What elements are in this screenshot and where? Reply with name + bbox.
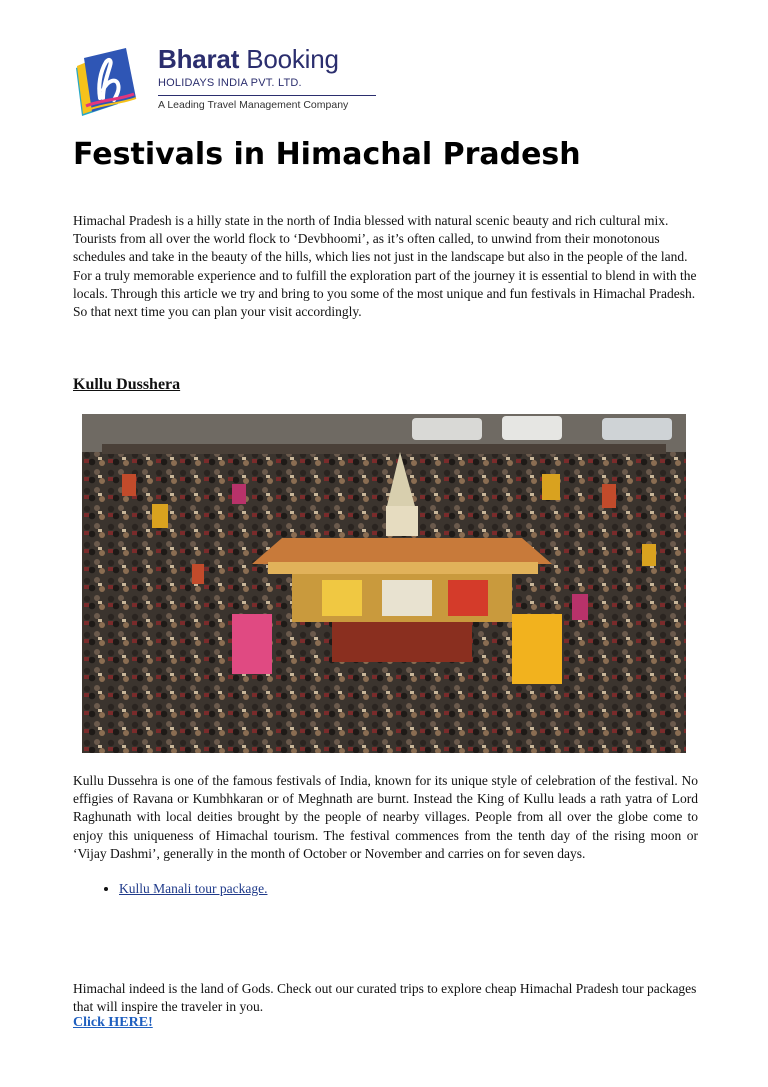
link-list (73, 880, 267, 898)
brand-tagline: A Leading Travel Management Company (158, 99, 349, 111)
festival-description: Kullu Dussehra is one of the famous festivals of India, known for its unique style of celebration of the festival. No effigies of Ravana or Kumbhkaran or of Meghnath are burnt. Instead the King of Kullu leads a rath yatra of Lord Raghunath with local deities brought by the people of nearby villages. People from all over the globe come to enjoy this uniqueness of Himachal tourism. The festival commences from the tenth day of the rising moon or ‘Vijay Dashmi’, generally in the month of October or November and carries on for seven days. (73, 773, 698, 861)
page-title: Festivals in Himachal Pradesh (73, 137, 581, 172)
company-logo (70, 40, 390, 120)
intro-paragraph: Himachal Pradesh is a hilly state in the north of India blessed with natural scenic beauty and rich cultural mix. Tourists from all over the world flock to ‘Devbhoomi’, as it’s often called, to unwind from their monotonous schedules and take in the beauty of the hills, which lies not just in the landscape but also in the people of the land. For a truly memorable experience and to fulfill the exploration part of the journey it is essential to blend in with the locals. Through this article we try and bring to you some of the most unique and fun festivals in Himachal Pradesh. So that next time you can plan your visit accordingly. (73, 213, 697, 320)
festival-photo (82, 414, 686, 753)
brand-divider (158, 95, 376, 96)
brand-name-bold: Bharat (158, 44, 240, 74)
section-heading: Kullu Dusshera (73, 376, 181, 393)
bharat-booking-logo-icon (70, 46, 146, 122)
brand-name-rest: Booking (246, 44, 339, 74)
festival-photo-illustration (82, 414, 686, 753)
kullu-manali-tour-link[interactable]: Kullu Manali tour package. (119, 881, 268, 896)
click-here-link[interactable]: Click HERE! (73, 1015, 153, 1030)
list-item (119, 880, 267, 898)
closing-paragraph: Himachal indeed is the land of Gods. Check out our curated trips to explore cheap Himachal Pradesh tour packages that will inspire the traveler in you. (73, 981, 697, 1015)
brand-subtitle: HOLIDAYS INDIA PVT. LTD. (158, 77, 302, 89)
brand-name (158, 44, 339, 75)
